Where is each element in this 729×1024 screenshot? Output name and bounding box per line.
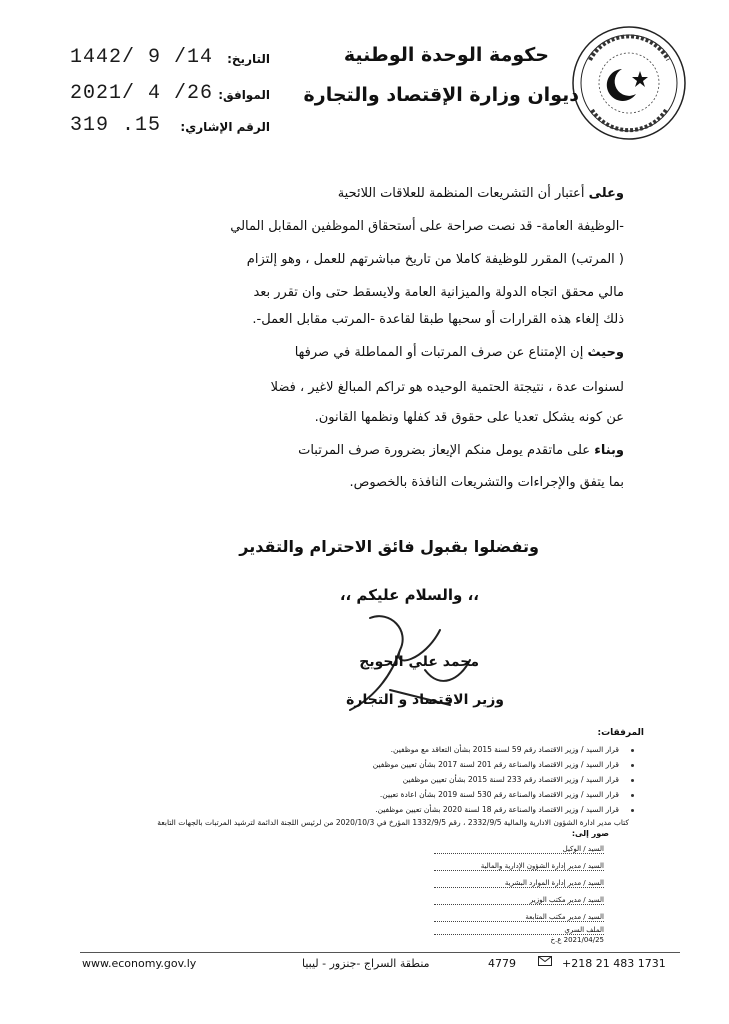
footer-divider [80, 952, 680, 953]
date-row [70, 46, 270, 74]
paragraph-1-line-3: ( المرتب) المقرر للوظيفة كاملا من تاريخ مباشرتهم للعمل ، وهو إلتزام [246, 252, 624, 267]
paragraph-1-line-4: مالي محقق اتجاه الدولة والميزانية العامة ولايسقط حتى وان تقرر بعد [253, 285, 624, 300]
attachment-item: قرار السيد / وزير الاقتصاد والصناعة رقم 530 لسنة 2019 بشأن اعادة تعيين. [379, 790, 619, 799]
paragraph-1-line-5: ذلك إلغاء هذه القرارات أو سحبها طبقا لقاعدة -المرتب مقابل العمل-. [252, 312, 624, 327]
reference-value: 319 .15 [70, 114, 162, 137]
cc-label: صور إلى: [571, 829, 609, 838]
closing-salam: ،، والسلام عليكم ،، [339, 586, 479, 604]
paragraph-1-line-2: -الوظيفة العامة- قد نصت صراحة على أستحقاق الموظفين المقابل المالي [230, 219, 624, 234]
registry-stamp: 2021/04/25 ع.خ [550, 936, 604, 944]
date-value: 1442/ 9 /14 [70, 46, 214, 69]
signatory-name: محمد علي الحويج [359, 654, 479, 670]
cc-item: السيد / مدير مكتب المتابعة [434, 913, 604, 922]
footer-pobox: 4779 [488, 957, 516, 970]
paragraph-1-lead: وعلى [588, 186, 624, 201]
attachment-item: قرار السيد / وزير الاقتصاد رقم 59 لسنة 2015 بشأن التعاقد مع موظفين. [390, 745, 619, 754]
signatory-title: وزير الاقتصاد و التجارة [346, 692, 504, 708]
attachment-item: قرار السيد / وزير الاقتصاد رقم 233 لسنة 2015 بشأن تعيين موظفين [402, 775, 619, 784]
bullet-icon [631, 779, 634, 782]
footer-website: www.economy.gov.ly [82, 957, 197, 970]
date-label: التاريخ: [227, 52, 270, 66]
attachment-item: كتاب مدير ادارة الشؤون الادارية والمالية 2332/9/5 ، رقم 1332/9/5 المؤرخ في 2020/10/3 من لرئيس اللجنة الدائمة لترشيد المرتبات بالجهات التابعة [157, 818, 629, 827]
cc-item: السيد / مدير إدارة الموارد البشرية [434, 879, 604, 888]
footer-address: منطقة السراج -جنزور - ليبيا [302, 957, 430, 970]
attachment-item: قرار السيد / وزير الاقتصاد والصناعة رقم 18 لسنة 2020 بشأن تعيين موظفين. [375, 805, 619, 814]
cc-item: السيد / مدير مكتب الوزير [434, 896, 604, 905]
paragraph-2-line-2: لسنوات عدة ، نتيجتة الحتمية الوحيده هو تراكم المبالغ لاغير ، فضلا [270, 380, 624, 395]
ministry-title: ديوان وزارة الإقتصاد والتجارة [303, 84, 579, 106]
footer-phone: +218 21 483 1731 [562, 957, 666, 970]
cc-item: السيد / مدير إدارة الشؤون الإدارية والمالية [434, 862, 604, 871]
paragraph-3-line-1: وبناء على ماتقدم يومل منكم الإيعاز بضرورة صرف المرتبات [298, 443, 624, 458]
corresponding-value: 2021/ 4 /26 [70, 82, 214, 105]
paragraph-2-lead: وحيث [587, 345, 624, 360]
bullet-icon [631, 749, 634, 752]
attachment-item: قرار السيد / وزير الاقتصاد والصناعة رقم 201 لسنة 2017 بشأن تعيين موظفين [372, 760, 619, 769]
paragraph-1-line-1: وعلى أعتبار أن التشريعات المنظمة للعلاقات اللائحية [337, 186, 624, 201]
paragraph-2-line-3: عن كونه يشكل تعديا على حقوق قد كفلها ونظمها القانون. [314, 410, 624, 425]
cc-item: الملف السري [434, 926, 604, 935]
ministry-seal-icon [570, 24, 688, 142]
bullet-icon [631, 809, 634, 812]
corresponding-date-row [70, 82, 270, 110]
paragraph-3-lead: وبناء [594, 443, 624, 458]
corresponding-label: الموافق: [218, 88, 270, 102]
reference-label: الرقم الإشاري: [180, 120, 270, 134]
bullet-icon [631, 764, 634, 767]
attachments-label: المرفقات: [597, 728, 644, 738]
paragraph-2-line-1: وحيث إن الإمتناع عن صرف المرتبات أو المماطلة في صرفها [294, 345, 624, 360]
reference-row [70, 114, 270, 142]
closing-respect: وتفضلوا بقبول فائق الاحترام والتقدير [239, 537, 539, 556]
government-title: حكومة الوحدة الوطنية [343, 44, 549, 66]
paragraph-3-line-2: بما يتفق والإجراءات والتشريعات النافذة بالخصوص. [349, 475, 624, 490]
envelope-icon [538, 956, 552, 966]
bullet-icon [631, 794, 634, 797]
cc-item: السيد / الوكيل [434, 845, 604, 854]
